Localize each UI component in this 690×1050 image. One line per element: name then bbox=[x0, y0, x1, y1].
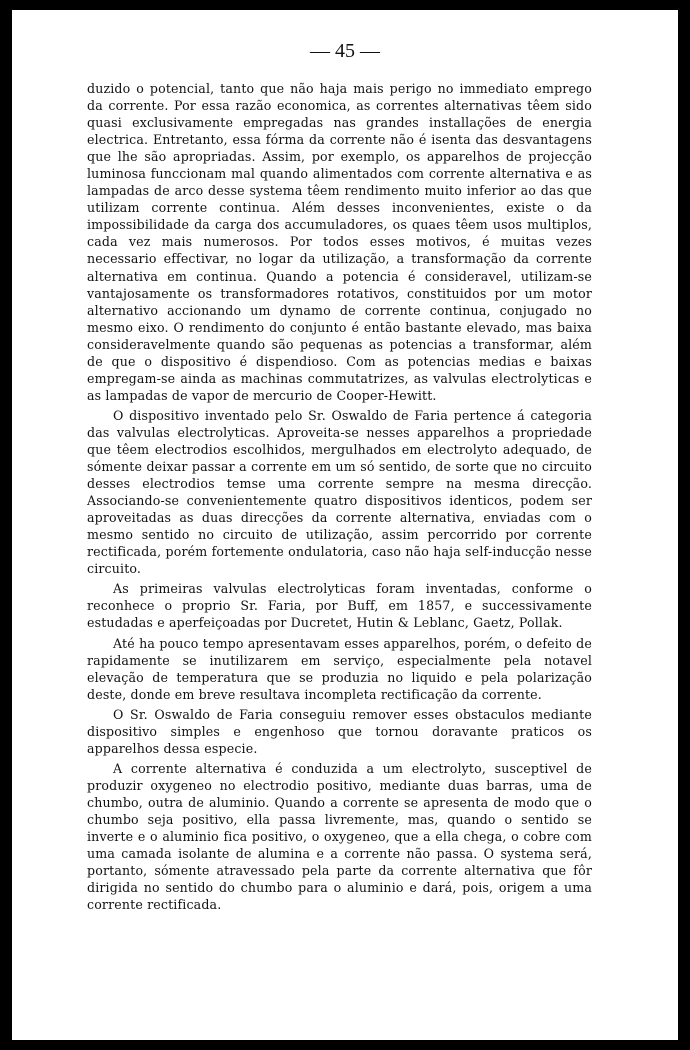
paragraph-4: Até ha pouco tempo apresentavam esses apparelhos, porém, o defeito de rapidamente se inutilizarem em serviço, especialmente pela notavel elevação de temperatura que se produzia no liquido e pela polarização deste, donde em breve resultava incompleta rectificação da corrente. bbox=[87, 635, 592, 702]
body-text bbox=[87, 80, 592, 913]
paragraph-5: O Sr. Oswaldo de Faria conseguiu remover esses obstaculos mediante dispositivo simples e engenhoso que tornou doravante praticos os apparelhos dessa especie. bbox=[87, 706, 592, 756]
document-page bbox=[12, 10, 678, 1040]
paragraph-6: A corrente alternativa é conduzida a um electrolyto, susceptivel de produzir oxygeneo no electrodio positivo, mediante duas barras, uma de chumbo, outra de aluminio. Quando a corrente se apresenta de modo que o chumbo seja positivo, ella passa livremente, mas, quando o sentido se inverte e o aluminio fica positivo, o oxygeneo, que a ella chega, o cobre com uma camada isolante de alumina e a corrente não passa. O systema será, portanto, sómente atravessado pela parte da corrente alternativa que fôr dirigida no sentido do chumbo para o aluminio e dará, pois, origem a uma corrente rectificada. bbox=[87, 760, 592, 913]
paragraph-3: As primeiras valvulas electrolyticas foram inventadas, conforme o reconhece o proprio Sr. Faria, por Buff, em 1857, e successivamente estudadas e aperfeiçoadas por Ducretet, Hutin & Leblanc, Gaetz, Pollak. bbox=[87, 581, 592, 631]
paragraph-1-continuation: duzido o potencial, tanto que não haja mais perigo no immediato emprego da corrente. Por essa razão economica, as correntes alternativas têem sido quasi exclusivamente empregadas nas grandes installações de energia electrica. Entretanto, essa fórma da corrente não é isenta das desvantagens que lhe são apropriadas. Assim, por exemplo, os apparelhos de projecção luminosa funccionam mal quando alimentados com corrente alternativa e as lampadas de arco desse systema têem rendimento muito inferior ao das que utilizam corrente continua. Além desses inconvenientes, existe o da impossibilidade da carga dos accumuladores, os quaes têem usos multiplos, cada vez mais numerosos. Por todos esses motivos, é muitas vezes necessario effectivar, no logar da utilização, a transformação da corrente alternativa em continua. Quando a potencia é consideravel, utilizam-se vantajosamente os transformadores rotativos, constituidos por um motor alternativo accionando um dynamo de corrente continua, conjugado no mesmo eixo. O rendimento do conjunto é então bastante elevado, mas baixa consideravelmente quando são pequenas as potencias a transformar, além de que o dispositivo é dispendioso. Com as potencias medias e baixas empregam-se ainda as machinas commutatrizes, as valvulas electrolyticas e as lampadas de vapor de mercurio de Cooper-Hewitt. bbox=[87, 81, 592, 403]
paragraph-2: O dispositivo inventado pelo Sr. Oswaldo de Faria pertence á categoria das valvulas electrolyticas. Aproveita-se nesses apparelhos a propriedade que têem electrodios escolhidos, mergulhados em electrolyto adequado, de sómente deixar passar a corrente em um só sentido, de sorte que no circuito desses electrodios temse uma corrente sempre na mesma direcção. Associando-se convenientemente quatro dispositivos identicos, podem ser aproveitadas as duas direcções da corrente alternativa, enviadas com o mesmo sentido no circuito de utilização, assim percorrido por corrente rectificada, porém fortemente ondulatoria, caso não haja self-inducção nesse circuito. bbox=[87, 407, 592, 577]
page-number: — 45 — bbox=[310, 40, 380, 62]
